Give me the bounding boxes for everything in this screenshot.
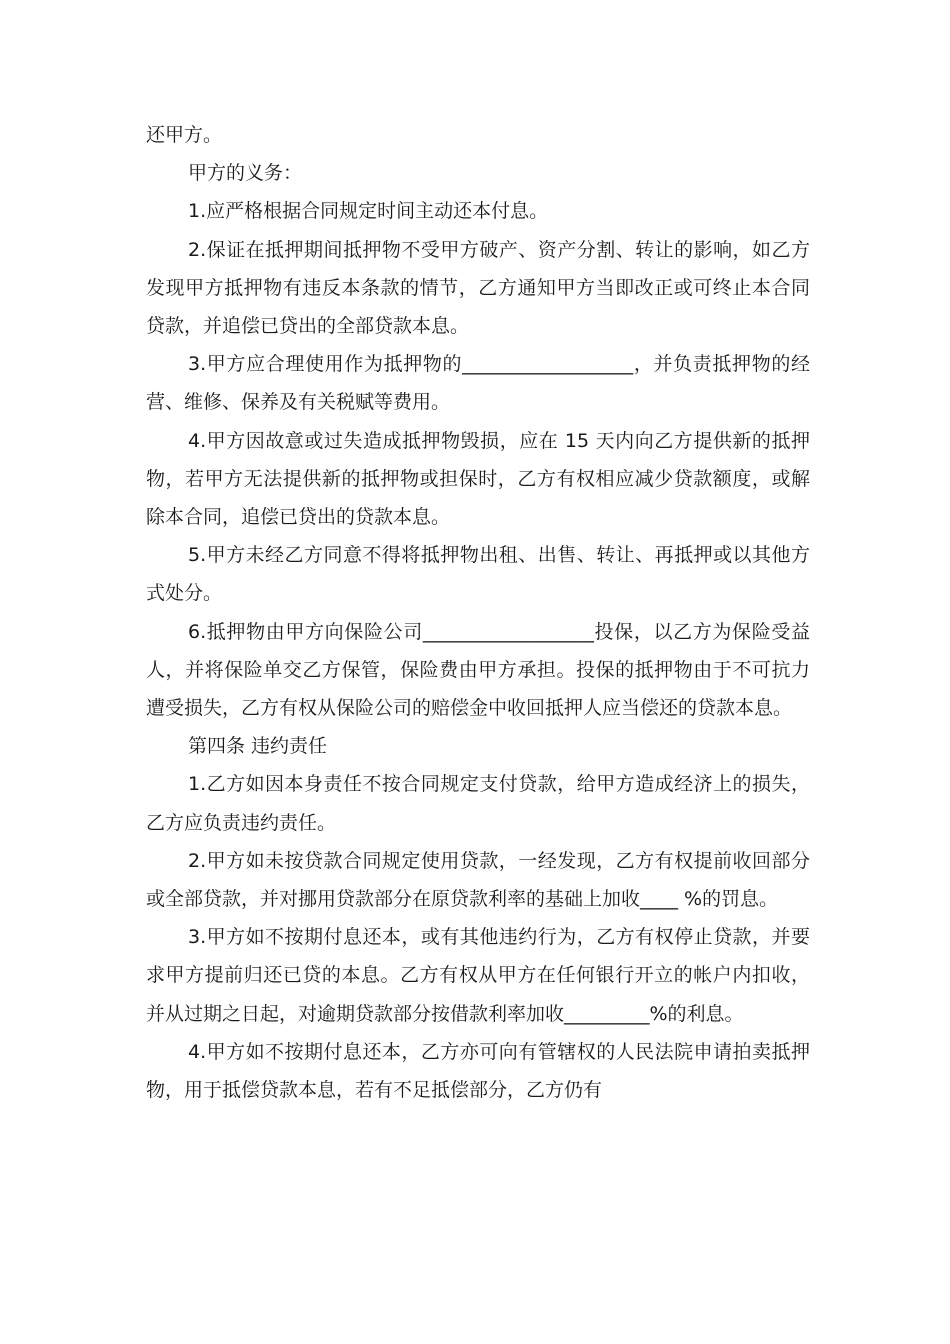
paragraph-obligation-3: 3.甲方应合理使用作为抵押物的__________________，并负责抵押物的经营、维修、保养及有关税赋等费用。 xyxy=(146,353,810,414)
paragraph-obligation-4: 4.甲方因故意或过失造成抵押物毁损，应在 15 天内向乙方提供新的抵押物，若甲方无法提供新的抵押物或担保时，乙方有权相应减少贷款额度，或解除本合同，追偿已贷出的贷款本息。 xyxy=(146,429,810,529)
contract-body xyxy=(146,116,810,1109)
paragraph-obligation-5: 5.甲方未经乙方同意不得将抵押物出租、出售、转让、再抵押或以其他方式处分。 xyxy=(146,544,810,605)
paragraph-liability-4: 4.甲方如不按期付息还本，乙方亦可向有管辖权的人民法院申请拍卖抵押物，用于抵偿贷款本息，若有不足抵偿部分，乙方仍有 xyxy=(146,1040,810,1102)
paragraph-party-a-obligations-heading: 甲方的义务： xyxy=(188,162,303,185)
paragraph-obligation-1: 1.应严格根据合同规定时间主动还本付息。 xyxy=(188,200,549,223)
paragraph-continuation: 还甲方。 xyxy=(146,124,223,146)
paragraph-liability-3: 3.甲方如不按期付息还本，或有其他违约行为，乙方有权停止贷款，并要求甲方提前归还已贷的本息。乙方有权从甲方在任何银行开立的帐户内扣收，并从过期之日起，对逾期贷款部分按借款利率加收_________%的利息。 xyxy=(146,926,810,1025)
paragraph-obligation-6: 6.抵押物由甲方向保险公司__________________投保，以乙方为保险受益人，并将保险单交乙方保管，保险费由甲方承担。投保的抵押物由于不可抗力遭受损失，乙方有权从保险公司的赔偿金中收回抵押人应当偿还的贷款本息。 xyxy=(146,620,810,720)
paragraph-obligation-2: 2.保证在抵押期间抵押物不受甲方破产、资产分割、转让的影响，如乙方发现甲方抵押物有违反本条款的情节，乙方通知甲方当即改正或可终止本合同贷款，并追偿已贷出的全部贷款本息。 xyxy=(146,238,810,338)
paragraph-liability-1: 1.乙方如因本身责任不按合同规定支付贷款，给甲方造成经济上的损失，乙方应负责违约责任。 xyxy=(146,773,810,834)
section-heading-article-4: 第四条 违约责任 xyxy=(188,735,328,758)
paragraph-liability-2: 2.甲方如未按贷款合同规定使用贷款，一经发现，乙方有权提前收回部分或全部贷款，并对挪用贷款部分在原贷款利率的基础上加收____ %的罚息。 xyxy=(146,849,810,911)
